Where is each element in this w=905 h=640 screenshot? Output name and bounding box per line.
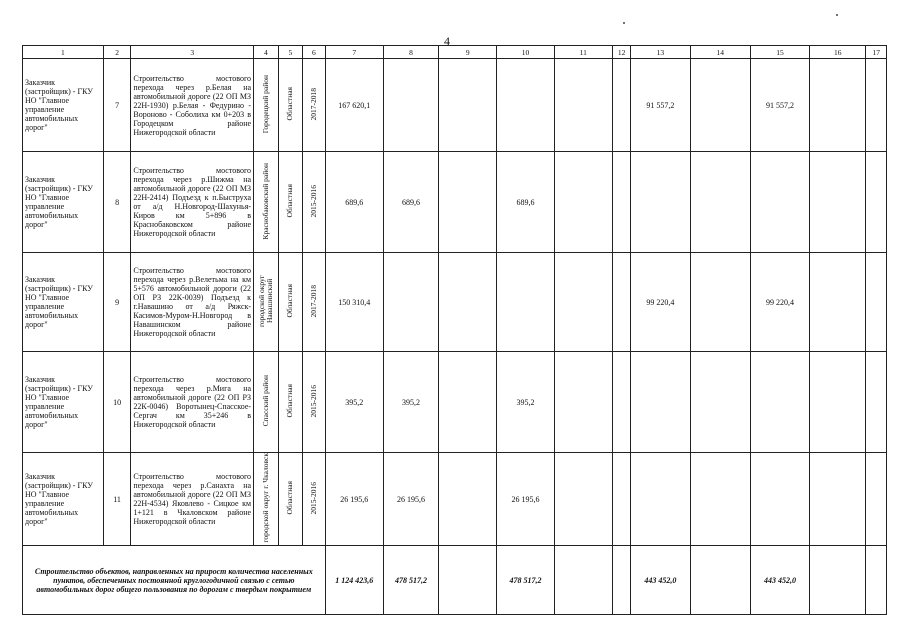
level-cell-text: Областная — [285, 284, 295, 318]
scan-speck — [623, 22, 625, 24]
value-cell-11 — [554, 453, 612, 546]
value-cell-11 — [554, 59, 612, 152]
customer-cell: Заказчик (застройщик) - ГКУ НО "Главное управление автомобильных дорог" — [23, 59, 104, 152]
value-cell-8: 689,6 — [383, 152, 438, 253]
district-cell — [254, 453, 279, 546]
customer-cell: Заказчик (застройщик) - ГКУ НО "Главное управление автомобильных дорог" — [23, 453, 104, 546]
district-cell — [254, 352, 279, 453]
value-cell-7: 395,2 — [325, 352, 383, 453]
total-value-cell-9 — [439, 546, 497, 615]
level-cell — [278, 352, 303, 453]
column-number: 5 — [278, 46, 303, 59]
column-number: 11 — [554, 46, 612, 59]
value-cell-10: 26 195,6 — [497, 453, 554, 546]
customer-cell: Заказчик (застройщик) - ГКУ НО "Главное управление автомобильных дорог" — [23, 352, 104, 453]
table-row — [23, 352, 887, 453]
period-cell — [303, 152, 325, 253]
district-cell — [254, 253, 279, 352]
value-cell-15 — [750, 352, 809, 453]
level-cell — [278, 152, 303, 253]
value-cell-9 — [439, 152, 497, 253]
column-number: 16 — [810, 46, 866, 59]
level-cell-text: Областная — [285, 481, 295, 515]
value-cell-7: 167 620,1 — [325, 59, 383, 152]
total-value-cell-11 — [554, 546, 612, 615]
value-cell-10 — [497, 253, 554, 352]
district-cell — [254, 59, 279, 152]
value-cell-16 — [810, 453, 866, 546]
total-label: Строительство объектов, направленных на прирост количества населенных пунктов, обеспеченных постоянной круглогодичной связью с сетью автомобильных дорог общего пользования по дорогам с твердым покрытием — [23, 546, 326, 615]
period-cell-text: 2015-2016 — [308, 384, 318, 418]
period-cell-text: 2017-2018 — [308, 284, 318, 318]
object-cell: Строительство мостового перехода через р.Шижма на автомобильной дороге (22 ОП МЗ 22Н-2414) Подъезд к п.Быструха от а/д Н.Новгород-Шахунья-Киров км 5+896 в Краснобаковском районе Нижегородской области — [131, 152, 254, 253]
district-cell-text: Краснобаковский район — [260, 162, 270, 240]
value-cell-17 — [866, 453, 887, 546]
value-cell-12 — [612, 59, 630, 152]
row-number-cell: 11 — [103, 453, 131, 546]
district-cell-text: Городецкий район — [260, 74, 270, 134]
district-cell — [254, 152, 279, 253]
column-number: 12 — [612, 46, 630, 59]
total-value-cell-15: 443 452,0 — [750, 546, 809, 615]
column-number: 4 — [254, 46, 279, 59]
value-cell-12 — [612, 152, 630, 253]
column-number: 1 — [23, 46, 104, 59]
total-value-cell-8: 478 517,2 — [383, 546, 438, 615]
value-cell-13: 99 220,4 — [631, 253, 690, 352]
value-cell-13: 91 557,2 — [631, 59, 690, 152]
budget-table — [22, 45, 887, 615]
value-cell-8: 26 195,6 — [383, 453, 438, 546]
total-value-cell-14 — [690, 546, 750, 615]
page-number: 4 — [444, 34, 450, 48]
district-cell-text: городской округ Навашинский — [256, 275, 274, 327]
value-cell-15 — [750, 152, 809, 253]
value-cell-13 — [631, 152, 690, 253]
value-cell-10 — [497, 59, 554, 152]
value-cell-14 — [690, 453, 750, 546]
column-number: 13 — [631, 46, 690, 59]
value-cell-9 — [439, 253, 497, 352]
row-number-cell: 8 — [103, 152, 131, 253]
value-cell-9 — [439, 352, 497, 453]
column-number: 10 — [497, 46, 554, 59]
customer-cell: Заказчик (застройщик) - ГКУ НО "Главное управление автомобильных дорог" — [23, 152, 104, 253]
row-number-cell: 9 — [103, 253, 131, 352]
district-cell-text: городской округ г. Чкаловск — [260, 453, 270, 543]
value-cell-14 — [690, 352, 750, 453]
period-cell-text: 2017-2018 — [308, 87, 318, 121]
value-cell-15 — [750, 453, 809, 546]
period-cell-text: 2015-2016 — [308, 184, 318, 218]
column-number: 3 — [131, 46, 254, 59]
level-cell — [278, 59, 303, 152]
value-cell-16 — [810, 253, 866, 352]
column-number: 2 — [103, 46, 131, 59]
value-cell-16 — [810, 59, 866, 152]
value-cell-15: 99 220,4 — [750, 253, 809, 352]
value-cell-7: 150 310,4 — [325, 253, 383, 352]
total-value-cell-13: 443 452,0 — [631, 546, 690, 615]
level-cell — [278, 253, 303, 352]
column-number: 6 — [303, 46, 325, 59]
value-cell-17 — [866, 352, 887, 453]
value-cell-13 — [631, 453, 690, 546]
object-cell: Строительство мостового перехода через р.Мига на автомобильной дороге (22 ОП РЗ 22К-0046) Воротынец-Спасское-Сергач км 35+246 в Нижегородской области — [131, 352, 254, 453]
value-cell-15: 91 557,2 — [750, 59, 809, 152]
value-cell-12 — [612, 253, 630, 352]
value-cell-8: 395,2 — [383, 352, 438, 453]
row-number-cell: 10 — [103, 352, 131, 453]
total-value-cell-17 — [866, 546, 887, 615]
value-cell-14 — [690, 253, 750, 352]
value-cell-11 — [554, 352, 612, 453]
value-cell-9 — [439, 59, 497, 152]
object-cell: Строительство мостового перехода через р.Велетьма на км 5+576 автомобильной дороги (22 ОП РЗ 22К-0039) Подъезд к г.Навашино от а/д Ряжск-Касимов-Муром-Н.Новгород в Навашинском районе Нижегородской области — [131, 253, 254, 352]
value-cell-11 — [554, 152, 612, 253]
level-cell-text: Областная — [285, 184, 295, 218]
object-cell: Строительство мостового перехода через р.Белая на автомобильной дороге (22 ОП МЗ 22Н-1930) р.Белая - Федурино - Вороново - Соболиха км 0+203 в Городецком районе Нижегородской области — [131, 59, 254, 152]
period-cell — [303, 352, 325, 453]
value-cell-12 — [612, 453, 630, 546]
row-number-cell: 7 — [103, 59, 131, 152]
value-cell-16 — [810, 352, 866, 453]
value-cell-17 — [866, 152, 887, 253]
column-number: 14 — [690, 46, 750, 59]
value-cell-8 — [383, 59, 438, 152]
scan-speck — [836, 14, 838, 16]
table-row — [23, 253, 887, 352]
period-cell — [303, 59, 325, 152]
value-cell-12 — [612, 352, 630, 453]
value-cell-13 — [631, 352, 690, 453]
column-number: 15 — [750, 46, 809, 59]
column-number: 7 — [325, 46, 383, 59]
column-number: 8 — [383, 46, 438, 59]
value-cell-14 — [690, 152, 750, 253]
value-cell-16 — [810, 152, 866, 253]
table-row — [23, 152, 887, 253]
district-cell-text: Спасский район — [260, 375, 270, 427]
value-cell-9 — [439, 453, 497, 546]
customer-cell: Заказчик (застройщик) - ГКУ НО "Главное управление автомобильных дорог" — [23, 253, 104, 352]
period-cell — [303, 453, 325, 546]
period-cell — [303, 253, 325, 352]
value-cell-11 — [554, 253, 612, 352]
value-cell-10: 395,2 — [497, 352, 554, 453]
table-row — [23, 453, 887, 546]
column-number: 9 — [439, 46, 497, 59]
column-number-row — [23, 46, 887, 59]
total-row — [23, 546, 887, 615]
level-cell — [278, 453, 303, 546]
value-cell-14 — [690, 59, 750, 152]
value-cell-7: 26 195,6 — [325, 453, 383, 546]
total-value-cell-10: 478 517,2 — [497, 546, 554, 615]
total-value-cell-16 — [810, 546, 866, 615]
value-cell-7: 689,6 — [325, 152, 383, 253]
level-cell-text: Областная — [285, 87, 295, 121]
value-cell-17 — [866, 59, 887, 152]
value-cell-10: 689,6 — [497, 152, 554, 253]
level-cell-text: Областная — [285, 384, 295, 418]
period-cell-text: 2015-2016 — [308, 481, 318, 515]
value-cell-17 — [866, 253, 887, 352]
object-cell: Строительство мостового перехода через р.Санахта на автомобильной дороге (22 ОП МЗ 22Н-4534) Яковлево - Сицкое км 1+121 в Чкаловском районе Нижегородской области — [131, 453, 254, 546]
total-value-cell-7: 1 124 423,6 — [325, 546, 383, 615]
column-number: 17 — [866, 46, 887, 59]
table-row — [23, 59, 887, 152]
value-cell-8 — [383, 253, 438, 352]
total-value-cell-12 — [612, 546, 630, 615]
